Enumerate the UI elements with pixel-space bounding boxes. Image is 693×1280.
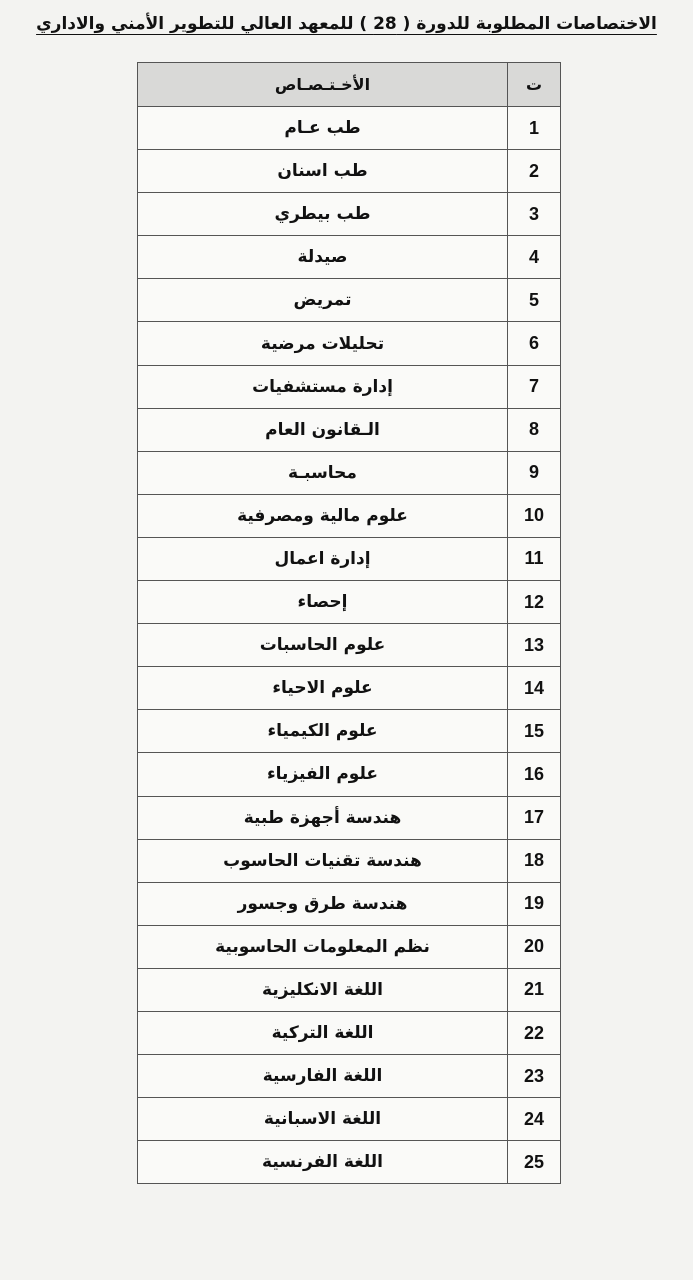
specialty-name: صيدلة bbox=[138, 236, 508, 279]
specialties-table bbox=[137, 62, 561, 1184]
specialty-name: هندسة طرق وجسور bbox=[138, 882, 508, 925]
table-row bbox=[138, 1011, 561, 1054]
specialty-name: إدارة مستشفيات bbox=[138, 365, 508, 408]
table-row bbox=[138, 365, 561, 408]
row-number: 7 bbox=[508, 365, 561, 408]
table-header bbox=[138, 63, 561, 107]
row-number: 3 bbox=[508, 193, 561, 236]
table-row bbox=[138, 667, 561, 710]
specialty-name: هندسة تقنيات الحاسوب bbox=[138, 839, 508, 882]
row-number: 18 bbox=[508, 839, 561, 882]
row-number: 19 bbox=[508, 882, 561, 925]
specialty-name: إحصاء bbox=[138, 581, 508, 624]
specialty-name: طب اسنان bbox=[138, 150, 508, 193]
header-specialty: الأخـتـصـاص bbox=[138, 63, 508, 107]
specialty-name: علوم الحاسبات bbox=[138, 624, 508, 667]
table-row bbox=[138, 408, 561, 451]
table-row bbox=[138, 537, 561, 580]
specialty-name: اللغة الفارسية bbox=[138, 1055, 508, 1098]
row-number: 20 bbox=[508, 925, 561, 968]
table-row bbox=[138, 107, 561, 150]
row-number: 2 bbox=[508, 150, 561, 193]
header-number: ت bbox=[508, 63, 561, 107]
table-row bbox=[138, 796, 561, 839]
row-number: 16 bbox=[508, 753, 561, 796]
table-row bbox=[138, 150, 561, 193]
row-number: 4 bbox=[508, 236, 561, 279]
row-number: 13 bbox=[508, 624, 561, 667]
table-row bbox=[138, 925, 561, 968]
row-number: 8 bbox=[508, 408, 561, 451]
specialty-name: محاسبـة bbox=[138, 451, 508, 494]
table-row bbox=[138, 624, 561, 667]
specialty-name: علوم الكيمياء bbox=[138, 710, 508, 753]
row-number: 23 bbox=[508, 1055, 561, 1098]
header-row bbox=[138, 63, 561, 107]
specialty-name: طب عـام bbox=[138, 107, 508, 150]
table-row bbox=[138, 236, 561, 279]
specialty-name: هندسة أجهزة طبية bbox=[138, 796, 508, 839]
table-row bbox=[138, 322, 561, 365]
specialty-name: تمريض bbox=[138, 279, 508, 322]
row-number: 5 bbox=[508, 279, 561, 322]
specialty-name: إدارة اعمال bbox=[138, 537, 508, 580]
row-number: 24 bbox=[508, 1098, 561, 1141]
table-row bbox=[138, 193, 561, 236]
specialty-name: طب بيطري bbox=[138, 193, 508, 236]
table-row bbox=[138, 968, 561, 1011]
table-row bbox=[138, 279, 561, 322]
table-row bbox=[138, 1098, 561, 1141]
table-row bbox=[138, 753, 561, 796]
row-number: 12 bbox=[508, 581, 561, 624]
table-row bbox=[138, 1141, 561, 1184]
row-number: 11 bbox=[508, 537, 561, 580]
specialty-name: اللغة الانكليزية bbox=[138, 968, 508, 1011]
specialty-name: اللغة الفرنسية bbox=[138, 1141, 508, 1184]
row-number: 14 bbox=[508, 667, 561, 710]
specialty-name: علوم الاحياء bbox=[138, 667, 508, 710]
row-number: 25 bbox=[508, 1141, 561, 1184]
specialty-name: الـقانون العام bbox=[138, 408, 508, 451]
table-row bbox=[138, 882, 561, 925]
table-row bbox=[138, 1055, 561, 1098]
specialty-name: تحليلات مرضية bbox=[138, 322, 508, 365]
row-number: 22 bbox=[508, 1011, 561, 1054]
specialty-name: علوم مالية ومصرفية bbox=[138, 494, 508, 537]
table-body bbox=[138, 107, 561, 1184]
table-row bbox=[138, 451, 561, 494]
specialty-name: اللغة الاسبانية bbox=[138, 1098, 508, 1141]
specialty-name: اللغة التركية bbox=[138, 1011, 508, 1054]
specialty-name: علوم الفيزياء bbox=[138, 753, 508, 796]
row-number: 17 bbox=[508, 796, 561, 839]
row-number: 15 bbox=[508, 710, 561, 753]
specialty-name: نظم المعلومات الحاسوبية bbox=[138, 925, 508, 968]
table-row bbox=[138, 581, 561, 624]
page-title: الاختصاصات المطلوبة للدورة ( 28 ) للمعهد العالي للتطوير الأمني والاداري bbox=[36, 14, 657, 34]
row-number: 9 bbox=[508, 451, 561, 494]
row-number: 21 bbox=[508, 968, 561, 1011]
table-row bbox=[138, 494, 561, 537]
table-row bbox=[138, 839, 561, 882]
table-row bbox=[138, 710, 561, 753]
row-number: 6 bbox=[508, 322, 561, 365]
row-number: 10 bbox=[508, 494, 561, 537]
row-number: 1 bbox=[508, 107, 561, 150]
